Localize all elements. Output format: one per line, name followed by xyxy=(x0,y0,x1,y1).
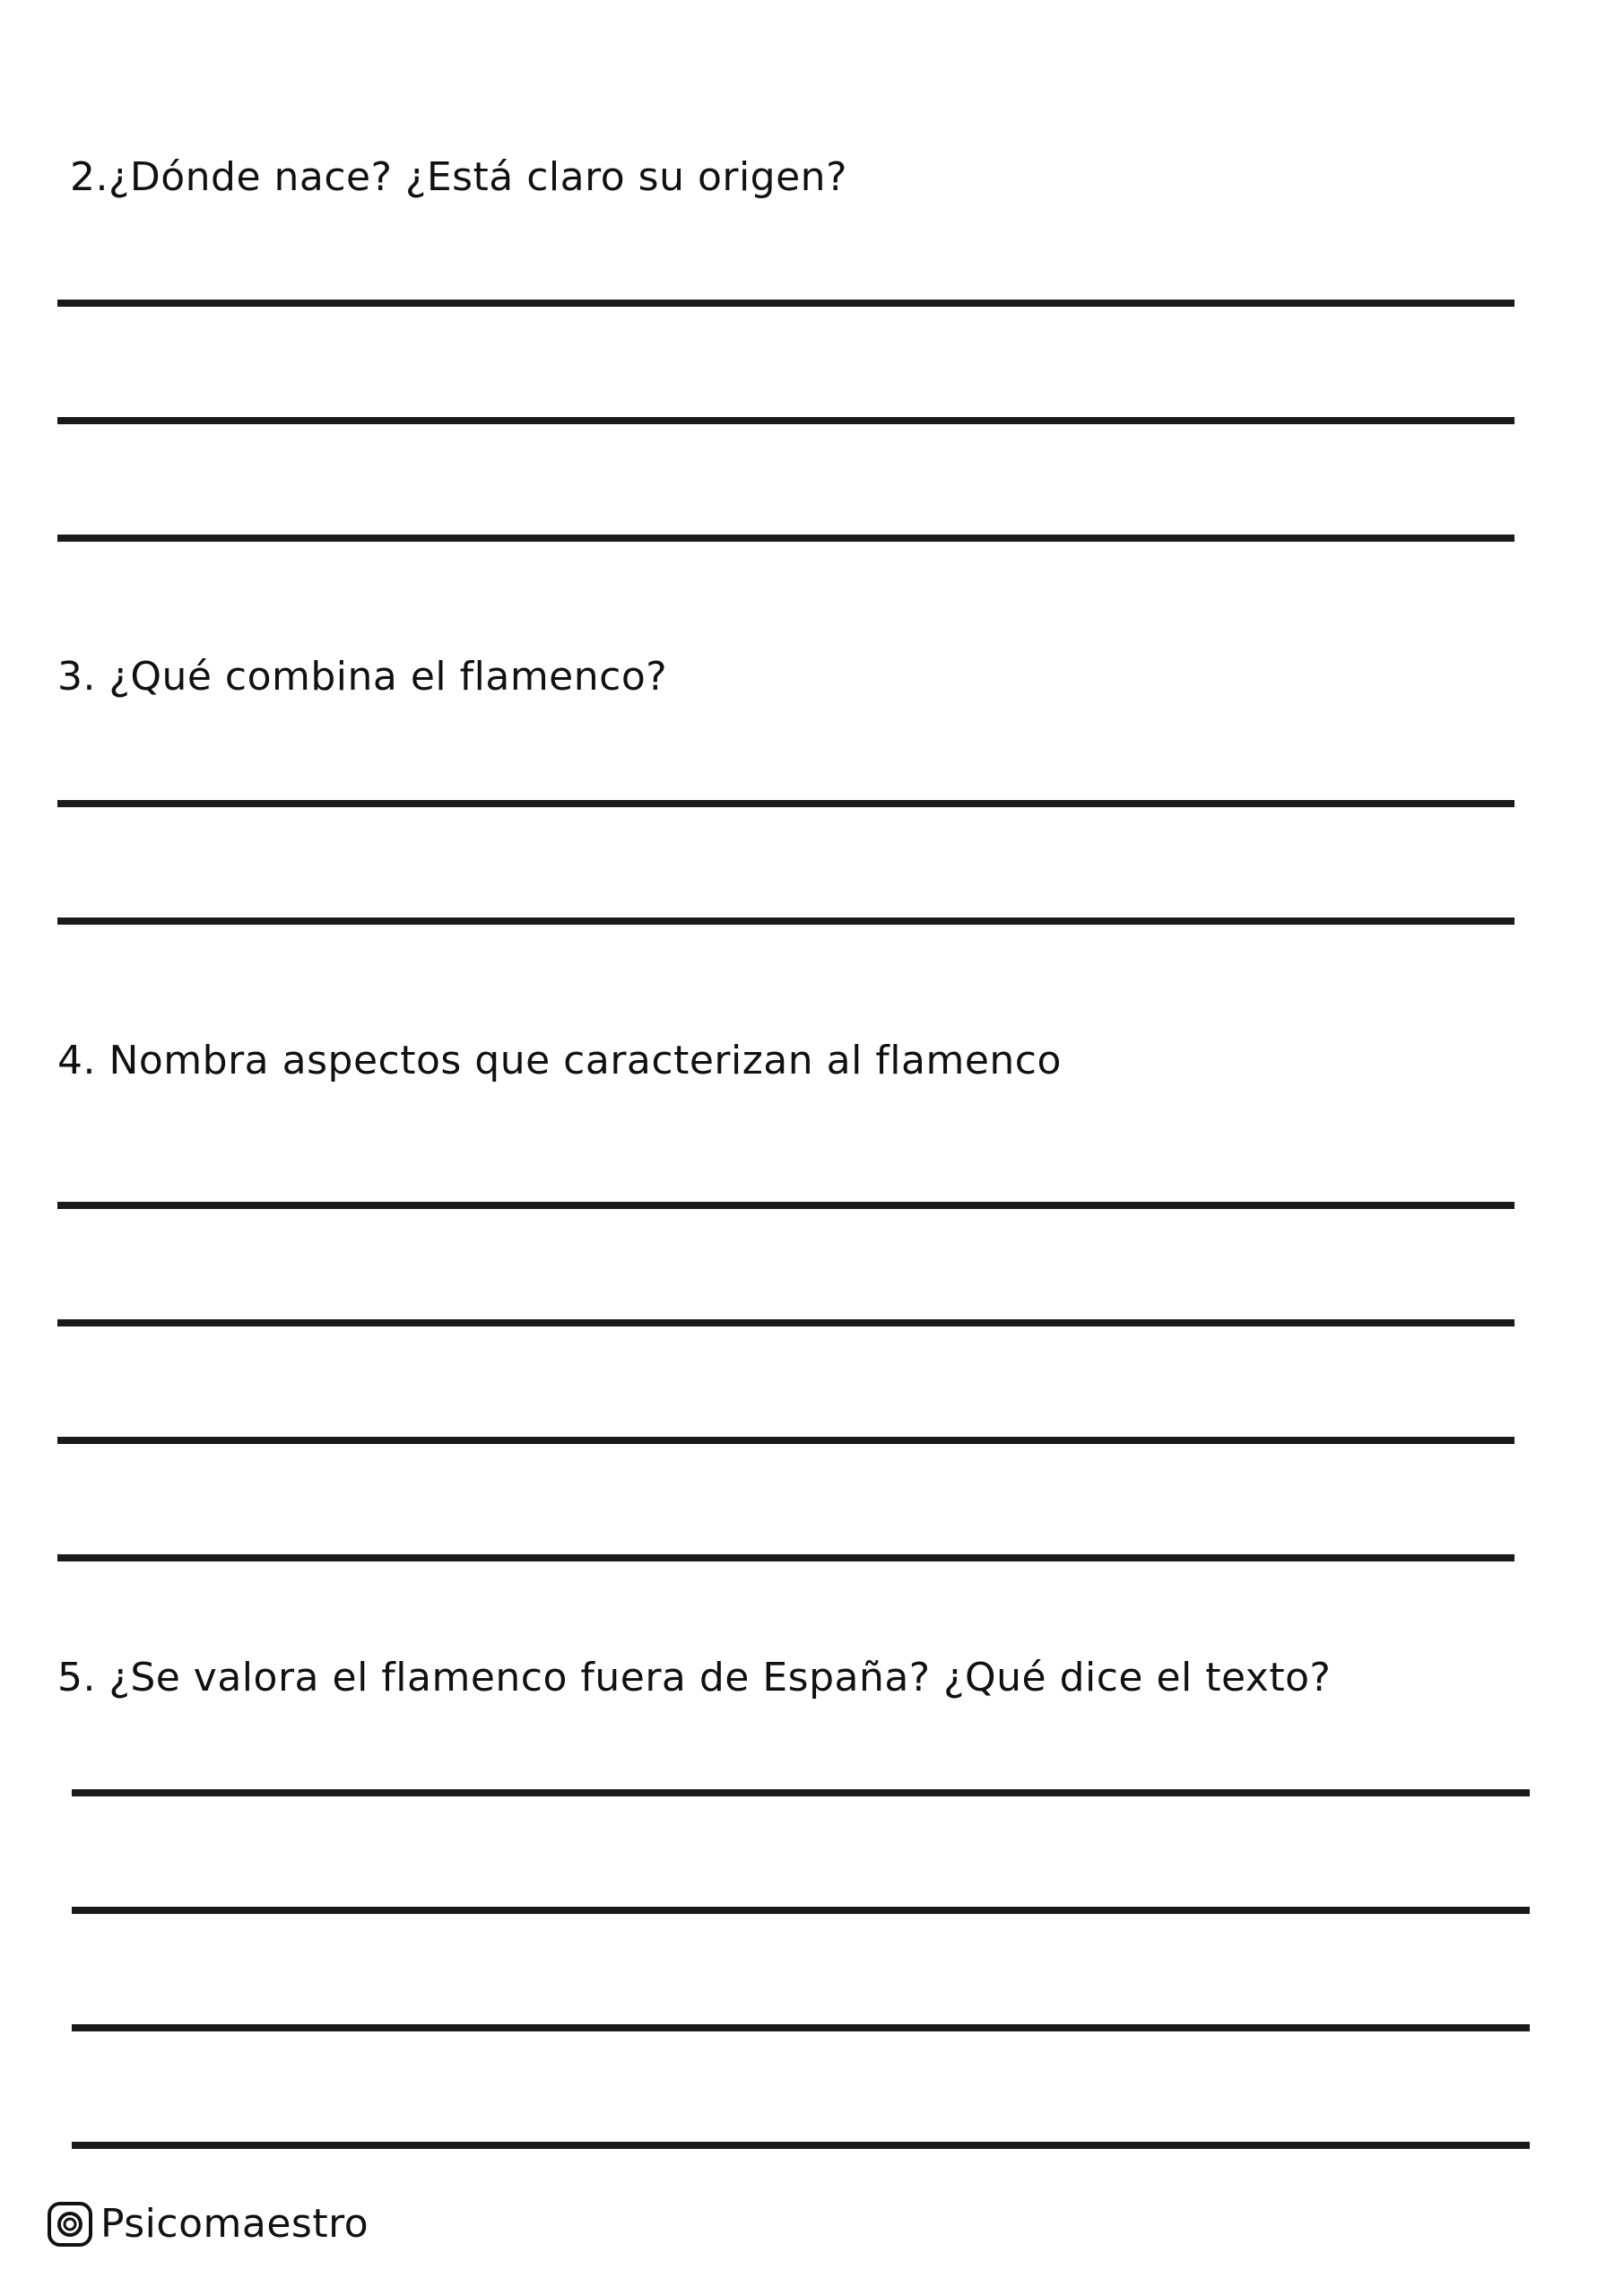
answer-line[interactable] xyxy=(57,800,1515,807)
answer-line[interactable] xyxy=(57,1437,1515,1444)
question-5: 5. ¿Se valora el flamenco fuera de España? ¿Qué dice el texto? xyxy=(57,1655,1332,1700)
answer-line[interactable] xyxy=(72,1907,1530,1914)
answer-line[interactable] xyxy=(57,417,1515,424)
question-4: 4. Nombra aspectos que caracterizan al flamenco xyxy=(57,1038,1062,1083)
answer-line[interactable] xyxy=(57,300,1515,307)
answer-line[interactable] xyxy=(57,535,1515,542)
answer-line[interactable] xyxy=(57,918,1515,925)
answer-line[interactable] xyxy=(72,2142,1530,2149)
author-handle: Psicomaestro xyxy=(100,2201,369,2247)
answer-line[interactable] xyxy=(57,1319,1515,1326)
answer-line[interactable] xyxy=(72,2024,1530,2031)
question-2: 2.¿Dónde nace? ¿Está claro su origen? xyxy=(70,154,847,200)
answer-line[interactable] xyxy=(72,1789,1530,1796)
footer-credit xyxy=(47,2196,369,2253)
answer-line[interactable] xyxy=(57,1554,1515,1561)
instagram-icon xyxy=(47,2201,93,2248)
answer-line[interactable] xyxy=(57,1202,1515,1209)
question-3: 3. ¿Qué combina el flamenco? xyxy=(57,654,668,700)
